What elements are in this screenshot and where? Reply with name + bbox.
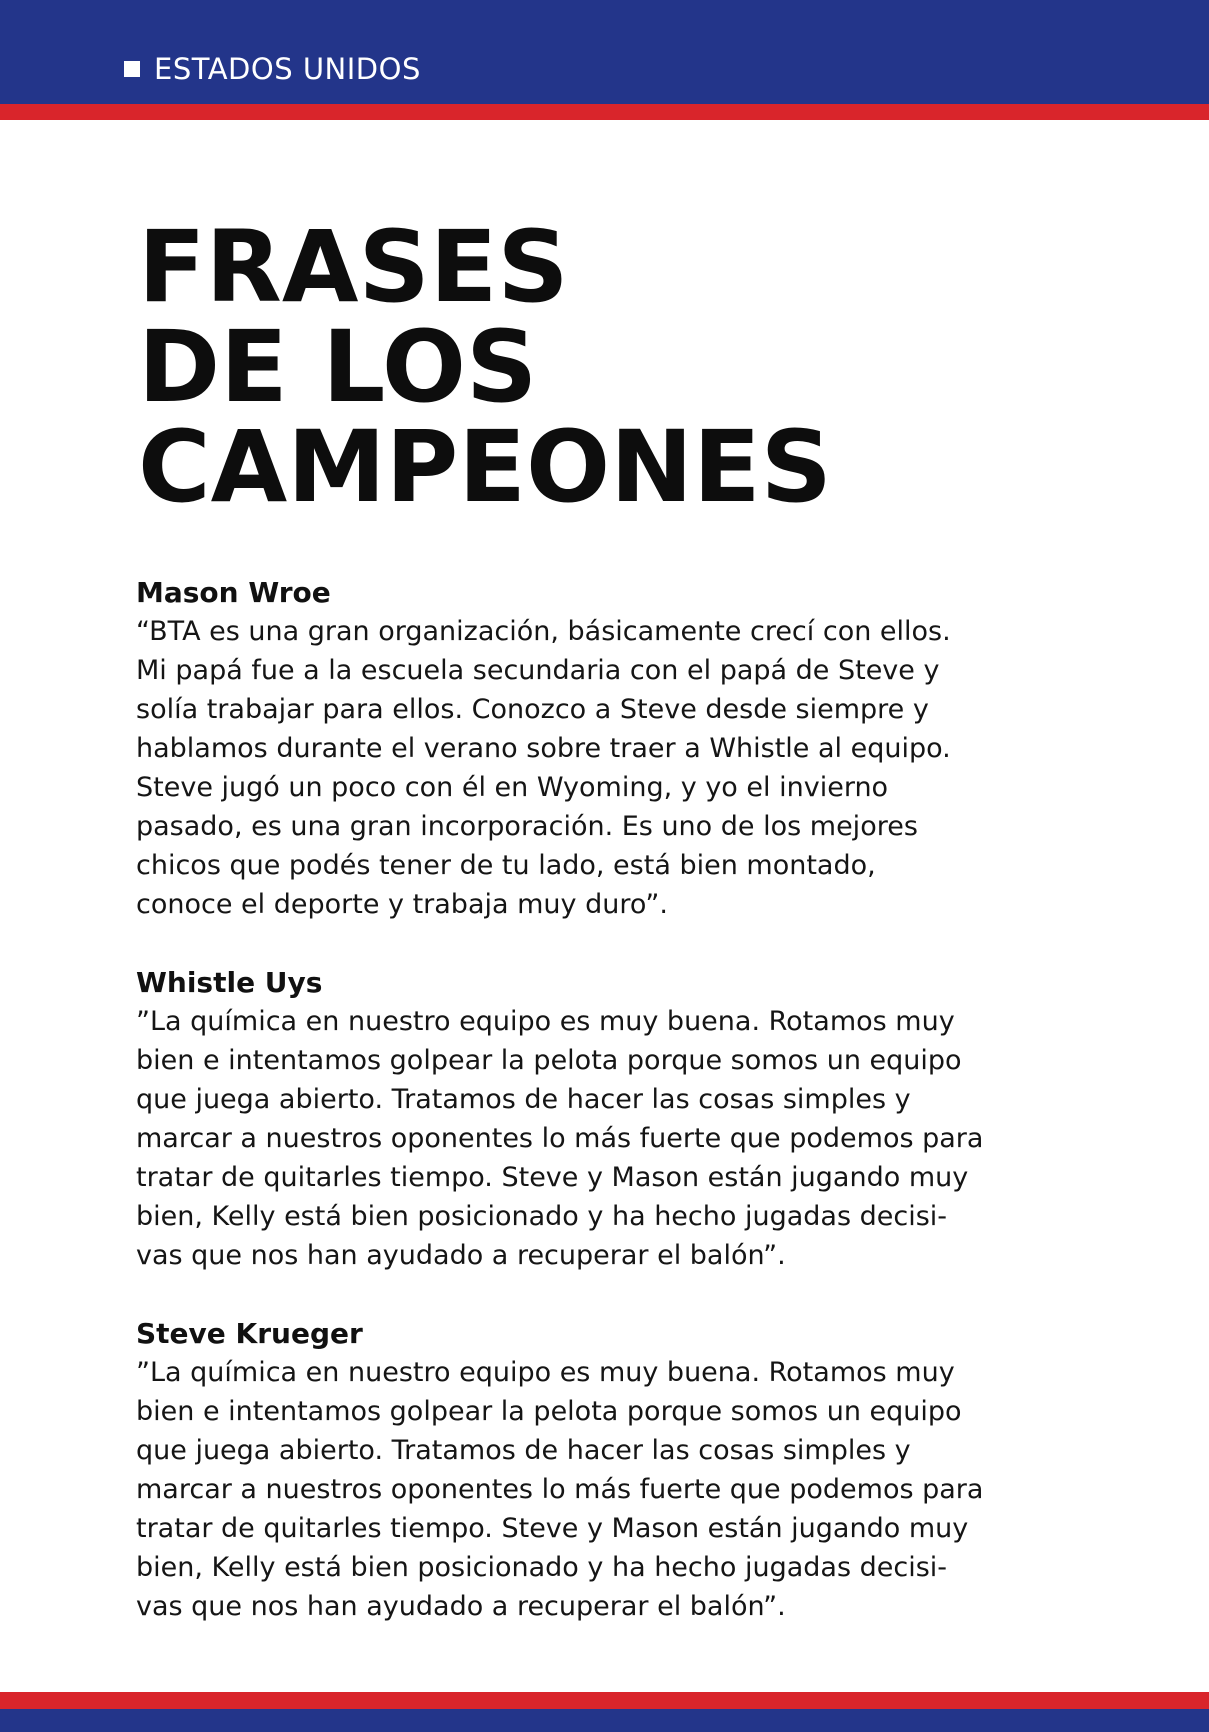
quote-text-line: ”La química en nuestro equipo es muy buena. Rotamos muy bbox=[136, 1006, 955, 1037]
quote-text-line: bien, Kelly está bien posicionado y ha hecho jugadas decisi- bbox=[136, 1201, 948, 1232]
footer-red-stripe bbox=[0, 1692, 1209, 1709]
square-bullet-icon bbox=[124, 61, 140, 77]
quote-text-line: pasado, es una gran incorporación. Es uno de los mejores bbox=[136, 811, 918, 842]
quote-text-line: tratar de quitarles tiempo. Steve y Mason están jugando muy bbox=[136, 1162, 969, 1193]
quote-block bbox=[136, 573, 1096, 924]
quote-text-line: vas que nos han ayudado a recuperar el balón”. bbox=[136, 1591, 786, 1622]
quote-text-line: ”La química en nuestro equipo es muy buena. Rotamos muy bbox=[136, 1357, 955, 1388]
quote-text-line: bien e intentamos golpear la pelota porque somos un equipo bbox=[136, 1396, 962, 1427]
quote-block bbox=[136, 963, 1096, 1275]
quote-text-line: Steve jugó un poco con él en Wyoming, y yo el invierno bbox=[136, 772, 889, 803]
quote-text-line: marcar a nuestros oponentes lo más fuerte que podemos para bbox=[136, 1474, 984, 1505]
quote-text-line: tratar de quitarles tiempo. Steve y Mason están jugando muy bbox=[136, 1513, 969, 1544]
quote-text-line: chicos que podés tener de tu lado, está bien montado, bbox=[136, 850, 876, 881]
quote-author: Whistle Uys bbox=[136, 966, 323, 999]
quote-text-line: bien e intentamos golpear la pelota porque somos un equipo bbox=[136, 1045, 962, 1076]
quote-text-line: bien, Kelly está bien posicionado y ha hecho jugadas decisi- bbox=[136, 1552, 948, 1583]
page-title-line: CAMPEONES bbox=[138, 410, 832, 525]
quote-text-line: hablamos durante el verano sobre traer a Whistle al equipo. bbox=[136, 733, 951, 764]
quote-author: Steve Krueger bbox=[136, 1317, 363, 1350]
quote-text-line: marcar a nuestros oponentes lo más fuerte que podemos para bbox=[136, 1123, 984, 1154]
quote-text-line: Mi papá fue a la escuela secundaria con el papá de Steve y bbox=[136, 655, 940, 686]
quotes-list bbox=[136, 573, 1096, 1665]
quote-text-line: vas que nos han ayudado a recuperar el balón”. bbox=[136, 1240, 786, 1271]
page-title-line: DE LOS bbox=[138, 310, 538, 425]
quote-text-line: que juega abierto. Tratamos de hacer las cosas simples y bbox=[136, 1435, 911, 1466]
quote-author: Mason Wroe bbox=[136, 576, 331, 609]
footer-band bbox=[0, 1709, 1209, 1732]
quote-text-line: “BTA es una gran organización, básicamente crecí con ellos. bbox=[136, 616, 951, 647]
quote-text-line: que juega abierto. Tratamos de hacer las cosas simples y bbox=[136, 1084, 911, 1115]
section-label-text: ESTADOS UNIDOS bbox=[154, 52, 421, 86]
quote-text-line: conoce el deporte y trabaja muy duro”. bbox=[136, 889, 668, 920]
quote-block bbox=[136, 1314, 1096, 1626]
header-red-stripe bbox=[0, 104, 1209, 120]
section-label bbox=[124, 47, 421, 91]
page-title bbox=[138, 210, 832, 525]
page-title-line: FRASES bbox=[138, 210, 569, 325]
quote-text-line: solía trabajar para ellos. Conozco a Steve desde siempre y bbox=[136, 694, 929, 725]
